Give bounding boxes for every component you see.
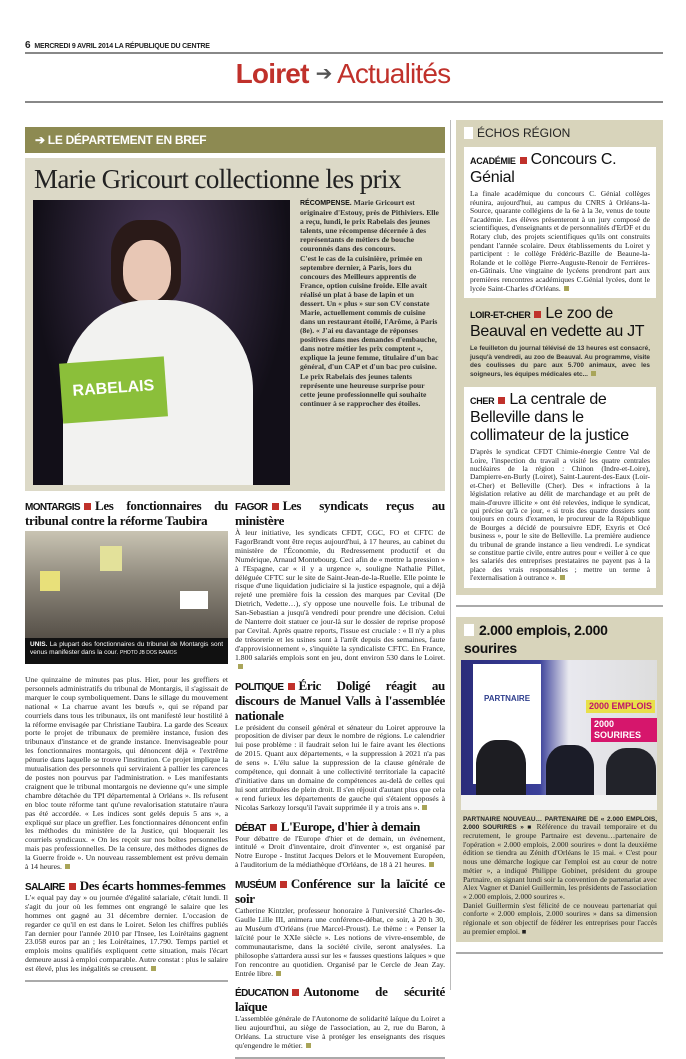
article-montargis xyxy=(25,498,228,872)
end-mark-icon xyxy=(429,862,434,867)
title: Le zoo de Beauval en vedette au JT xyxy=(470,305,645,341)
red-square-icon xyxy=(498,397,505,404)
kicker: PARTNAIRE NOUVEAU… PARTENAIRE DE « 2.000 EMPLOIS, 2.000 SOURIRES » ■ xyxy=(463,815,657,832)
feature-kicker: RÉCOMPENSE. xyxy=(300,200,352,207)
body: La finale académique du concours C. Génial collèges réunira, aujourd'hui, au campus du CNRS à Orléans-la-Source, quarante collégiens de la 6e à la 3e, venus de toute l'académie. Les élèves présenteront à un jury composé de scientifiques, d'enseignants et de personnalités d'ErDF et du Rotary club, des projets scientifiques qu'ils ont construits pendant l'année scolaire. Deux établissements du Loiret y participent : le collège Frédéric-Bazille de Beaune-la-Rolande et le collège Pierre-Auguste-Renoir de Ferrières-en-Gâtinais. Une vingtaine de lycéens prendront part aux premières rencontres académiques C.Génial lycées, dont le lycée Saint-Charles d'Orléans. xyxy=(470,189,650,293)
body: Le feuilleton du journal télévisé de 13 heures est consacré, jusqu'à vendredi, au zoo de Beauval. Au programme, visite des coulisses du parc aux 5.700 animaux, avec les soigneurs, les équipes médicales etc... xyxy=(470,345,650,378)
caption-text: La plupart des fonctionnaires du tribunal de Montargis sont venus manifester dans la cour. xyxy=(30,641,224,656)
title: L'Europe, d'hier à demain xyxy=(280,818,421,834)
article-education xyxy=(235,984,445,1051)
end-mark-icon xyxy=(238,664,243,669)
kicker: ÉDUCATION xyxy=(235,988,289,1000)
end-mark-icon xyxy=(151,966,156,971)
photo-placard xyxy=(40,571,60,591)
article-salaire xyxy=(25,878,228,974)
end-mark-icon xyxy=(306,1043,311,1048)
title: Les syndicats reçus au ministère xyxy=(235,498,445,528)
headline xyxy=(235,678,445,723)
article-museum xyxy=(235,876,445,978)
folio xyxy=(25,40,210,51)
headline xyxy=(25,878,228,893)
kicker: SALAIRE xyxy=(25,881,65,893)
header-label: ÉCHOS RÉGION xyxy=(477,126,571,140)
end-mark-icon xyxy=(564,286,569,291)
emplois-photo xyxy=(461,660,657,810)
body: Le président du conseil général et sénateur du Loiret approuve la proposition de diviser par deux le nombre de régions. Le calendrier lui pose problème : il faudrait selon lui le faire avant les élections de 2015. Quant aux départements, « la suppression à 2021 n'a pas de sens ». L'élu salue la suppression de la clause générale de compétence, qui donnait à une collectivité territoriale la capacité d'initiative dans un domaine de compétences au-delà de celles qui lui sont attribuées de plein droit. Il s'en réjouit d'autant plus que cela « rend furieux les départements de gauche qui s'étaient opposés à Nicolas Sarkozy lorsqu'il l'avait supprimée il y a trois ans ». xyxy=(235,722,445,812)
photo-person xyxy=(476,740,526,800)
title: La centrale de Belleville dans le collimateur de la justice xyxy=(470,391,629,445)
title: Autonome de sécurité laïque xyxy=(235,984,445,1015)
end-mark-icon xyxy=(560,575,565,580)
article-fagor xyxy=(235,498,445,672)
headline xyxy=(235,498,445,528)
body: Catherine Kintzler, professeur honoraire à l'université Charles-de-Gaulle Lille III, animera une conférence-débat, ce soir, à 20 h 30, au Muséum d'Orléans (rue Marcel-Proust). Le thème : « Penser la laïcité pour le XXIe siècle ». Les notions de vivre-ensemble, de communautarisme, dans la société civile, seront analysées. La philosophe s'attardera aussi sur les « fausses questions laïques » que l'on rencontre au quotidien. Organisé par le Cercle de Jean Zay. Entrée libre. xyxy=(235,906,445,978)
body: À leur initiative, les syndicats CFDT, CGC, FO et CFTC de FagorBrandt vont être reçus aujourd'hui, à 17 heures, au cabinet du ministère de l'Économie, du Redressement productif et du Numérique, Arnaud Montebourg. Ceci afin de « mettre la pression » à l'Espagne, car « il y a urgence », souligne Nathalie Pillet, déléguée CFTC sur le site de Saint-Jean-de-la-Ruelle. Elle pointe le risque d'une liquidation judiciaire si la justice espagnole, qui a déjà rejeté une première fois la cession des marques par Cevital (De Dietrich, Vedette…), s'y oppose une nouvelle fois. Le tribunal de San-Sebastian a jusqu'à vendredi pour prendre une décision. Celui de Nanterre doit statuer ce jour-là sur le dossier de reprise proposé par Cevital. Après quatre reports, l'issue est cruciale : « Il n'y a plus de trésorerie et les usines sont à l'arrêt depuis des semaines, faute d'approvisionnement », s'inquiète la syndicaliste CFTC. En France, 1.800 salariés emplois sont en jeu, dont environ 530 dans le Loiret. xyxy=(235,529,445,672)
photo-credit: PHOTO JB DOS RAMOS xyxy=(119,650,177,656)
article-loiretcher xyxy=(464,298,656,387)
photo-caption xyxy=(25,638,228,664)
red-square-icon xyxy=(280,881,287,888)
feature-title: Marie Gricourt collectionne les prix xyxy=(34,164,401,194)
banner-logo: PARTNAIRE xyxy=(483,693,531,703)
red-square-icon xyxy=(69,883,76,890)
emplois-text xyxy=(463,815,657,937)
white-square-icon xyxy=(464,624,474,636)
red-square-icon xyxy=(272,503,279,510)
end-mark-icon xyxy=(591,371,596,376)
headline xyxy=(235,876,445,906)
title: 2.000 emplois, 2.000 sourires xyxy=(464,621,608,656)
body: Référence du travail temporaire et du recrutement, le groupe Partnaire est devenu…partenaire de l'opération « 2.000 emplois, 2.000 sourires » dont la deuxième édition se tiendra au Zénith d'Orléans le 15 mai. « C'est pour nous une démarche logique car l'emploi est au cœur de notre métier », a indiqué Philippe Gobinet, président du groupe Partnaire, en signant lundi soir la convention de partenariat avec Alex Vagner et Daniel Guillermin, les présidents de l'association « 2.000 emplois, 2.000 sourires ». xyxy=(463,822,657,901)
end-mark-icon xyxy=(65,864,70,869)
kicker: FAGOR xyxy=(235,502,268,513)
kicker: MUSÉUM xyxy=(235,880,276,892)
body: L'« equal pay day » ou journée d'égalité salariale, c'était lundi. Il s'agit du jour où les femmes ont engrangé le salaire que les hommes ont gagné au 31 décembre dernier. L'occasion de regarder ce qu'il en est dans le Loiret. Selon les chiffres publiés l'an dernier pour l'année 2010 par l'Insee, les Loirétains gagnent 23.058 euros par an ; les Loirétaines, 17.790. Temps partiel et emplois moins qualifiés expliquent cette situation, mais l'écart demeure aussi à emploi comparable. Autre constat : plus le salaire est élevé, plus les inégalités se creusent. xyxy=(25,892,229,974)
kicker: LOIR-ET-CHER xyxy=(470,310,531,321)
feature-article xyxy=(25,158,445,491)
title-rule xyxy=(25,101,663,103)
headline xyxy=(25,498,228,528)
article-debat xyxy=(235,819,445,871)
paragraph: Le prix Rabelais des jeunes talents représente une heureuse surprise pour cette jeune professionnelle qui souhaite continuer à se rapprocher des étoiles. xyxy=(300,372,427,408)
echos-region xyxy=(456,120,663,595)
photo-face xyxy=(123,240,171,302)
paragraph: Marie Gricourt est originaire d'Estouy, près de Pithiviers. Elle a reçu, lundi, le prix Rabelais des jeunes talents, une récompense décernée à des représentants de métiers de bouche couronnés dans des concours. xyxy=(300,198,439,253)
right-column xyxy=(456,120,663,954)
paragraph: C'est le cas de la cuisinière, primée en septembre dernier, à Paris, lors du concours des Meilleurs apprentis de France, option cuisine froide. Elle avait réalisé un plat à base de lapin et un dessert. Un « plus » sur son CV constate Marie, actuellement commis de cuisine dans un restaurant étoilé, l'Arôme, à Paris (8e). « J'ai eu davantage de réponses positives dans mes demandes d'embauche, dans notre métier les prix comptent », explique la jeune femme, titulaire d'un bac général, d'un CAP et d'un bac pro cuisine. xyxy=(300,254,439,371)
photo-placard xyxy=(100,546,122,571)
echos-header xyxy=(464,126,656,141)
caption-kicker: UNIS. xyxy=(30,641,48,648)
arrow-icon: ➔ xyxy=(315,63,332,85)
title: Conférence sur la laïcité ce soir xyxy=(235,876,445,907)
red-square-icon xyxy=(292,989,299,996)
body: L'assemblée générale de l'Autonome de solidarité laïque du Loiret a lieu aujourd'hui, au siège de l'association, au 2, rue du Baron, à Orléans. La structure vise à protéger les enseignants des risques qu'engendre le métier. xyxy=(235,1014,445,1051)
headline xyxy=(470,391,650,445)
red-square-icon xyxy=(520,157,527,164)
title: Des écarts hommes-femmes xyxy=(79,877,226,893)
white-square-icon xyxy=(464,127,473,139)
title: Les fonctionnaires du tribunal contre la réforme Taubira xyxy=(25,498,228,528)
photo-person xyxy=(546,745,594,800)
title: Concours C. Génial xyxy=(470,151,617,186)
column-divider xyxy=(450,120,451,990)
headline xyxy=(470,305,650,341)
section-title xyxy=(0,58,686,90)
body: Daniel Guillermin s'est félicité de ce nouveau partenariat qui conforte « 2.000 emplois, 2.000 sourires » dans sa dimension régionale et son objectif de fédérer les entreprises pour l'accès au premier emploi. ■ xyxy=(463,900,657,936)
montargis-photo xyxy=(25,531,228,664)
headline xyxy=(235,819,445,834)
kicker: CHER xyxy=(470,396,495,407)
page-number: 6 xyxy=(25,40,31,51)
column-2 xyxy=(235,498,445,1059)
poster-line-2: 2000 SOURIRES xyxy=(591,718,657,742)
photo-sign: RABELAIS xyxy=(59,356,168,423)
top-rule xyxy=(25,52,663,54)
red-square-icon xyxy=(84,503,91,510)
title: Éric Doligé réagit au discours de Manuel Valls à l'assemblée nationale xyxy=(235,677,445,723)
kicker: DÉBAT xyxy=(235,822,266,834)
article-politique xyxy=(235,678,445,813)
kicker: ACADÉMIE xyxy=(470,156,516,166)
end-mark-icon xyxy=(276,971,281,976)
bottom-rule-left xyxy=(25,980,228,982)
section-main: Loiret xyxy=(235,58,309,89)
body: Pour débattre de l'Europe d'hier et de demain, un événement, intitulé « Droit d'inventaire, droit d'inventer », est organisé par Notre Europe - Institut Jacques Delors et le Mouvement Européen, à l'auditorium de la médiathèque d'Orléans, de 18 à 21 heures. xyxy=(235,833,445,870)
body: D'après le syndicat CFDT Chimie-énergie Centre Val de Loire, l'inspection du travail a visité les quatre centrales nucléaires de la région : Chinon (Indre-et-Loire), Dampierre-en-Burly (Loiret), Saint-Laurent-des-Eaux (Loir-et-Cher) et Belleville (Cher). Des « infractions à la législation relative au délit de marchandage et au prêt de main-d'œuvre illicite » ont été relevées, indique le syndicat, qui précise qu'à ce jour, « si trois des quatre dossiers sont toujours en cours d'examen, le procureur de la République de Bourges a décidé de poursuivre EDF, Exyris et Océ business », pour le site de Belleville. La première audience du tribunal de grande instance a lieu vendredi. Le syndicat se constitue partie civile, entre autres pour « veiller à ce que les salariés des entreprises prestataires ne payent pas à la place des vrais responsables ; mettre un terme à l'externalisation à outrance ». xyxy=(470,447,650,583)
body: Une quinzaine de minutes pas plus. Hier, pour les greffiers et personnels administratifs du tribunal de Montargis, il s'agissait de marquer le coup symboliquement. Dans le sillage du mouvement national « La charrue avant les bœufs », qui se répand par courriels dans tous les tribunaux, ils ont manifesté leur hostilité à la réforme envisagée par Christiane Taubira. La garde des Sceaux porte le projet de tribunaux de première instance, fusion des tribunaux d'instance et de grande instance. Inenvisageable pour les fonctionnaires montargois, qui dénoncent déjà « l'extrême pénurie dans laquelle se trouve l'institution. Ce projet implique la mutualisation des personnels qui serviraient à pallier les carences de postes non pourvus par l'administration. » Les manifestants craignent que le tribunal montargois ne devienne qu'« une simple chambre détachée du TPI départemental à Orléans ». Ils refusent en bloc toute réforme tant qu'une revalorisation statutaire n'aura pas été accordée. « Les indices sont gelés depuis 5 ans », a expliqué sur place un greffier. Les fonctionnaires dénoncent enfin les méthodes du ministère de la Justice, qui bloquerait les courriels syndicaux. « On les reçoit sur nos boîtes personnelles mais pas professionnelles. De la censure, des méthodes dignes de la Guerre froide ». Un nouveau rassemblement est prévu demain à 14 heures. xyxy=(25,675,228,872)
poster-line-1: 2000 EMPLOIS xyxy=(586,700,655,713)
feature-photo xyxy=(33,200,290,485)
end-mark-icon xyxy=(422,805,427,810)
headline xyxy=(235,984,445,1014)
photo-person xyxy=(606,748,656,800)
headline xyxy=(470,151,650,187)
section-band: ➔ LE DÉPARTEMENT EN BREF xyxy=(25,127,445,153)
dateline: MERCREDI 9 AVRIL 2014 LA RÉPUBLIQUE DU CENTRE xyxy=(34,43,210,50)
headline xyxy=(464,621,658,657)
red-square-icon xyxy=(288,683,295,690)
article-academie xyxy=(464,147,656,298)
band-label: LE DÉPARTEMENT EN BREF xyxy=(47,133,207,147)
right-bottom-rule xyxy=(456,952,663,954)
right-rule xyxy=(456,605,663,607)
photo-placard xyxy=(180,591,208,609)
article-cher xyxy=(464,387,656,588)
red-square-icon xyxy=(270,824,277,831)
photo-table xyxy=(461,795,657,810)
feature-text xyxy=(300,198,440,409)
section-sub: Actualités xyxy=(336,58,451,89)
kicker: MONTARGIS xyxy=(25,502,80,513)
red-square-icon xyxy=(534,311,541,318)
kicker: POLITIQUE xyxy=(235,681,284,693)
article-emplois xyxy=(456,617,663,943)
column-1 xyxy=(25,498,228,982)
